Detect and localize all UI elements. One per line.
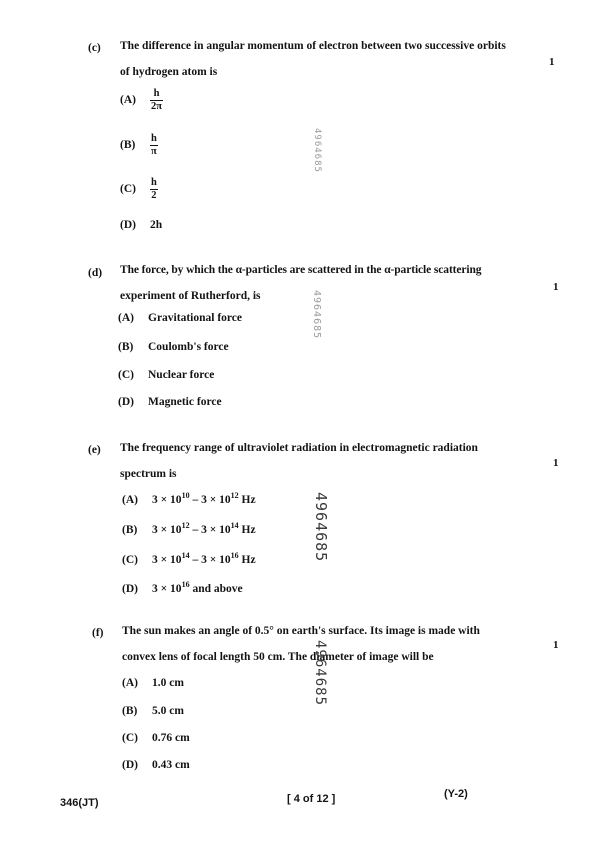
option-text: 0.76 cm bbox=[152, 732, 190, 744]
question-d-option-a bbox=[118, 312, 242, 324]
question-e-option-d: (D) $3 \times 10^{16}$ and above bbox=[122, 580, 243, 595]
question-f-text bbox=[122, 618, 542, 670]
fraction: $\frac{h}{2}$ bbox=[151, 177, 157, 201]
question-e-label: (e) bbox=[88, 444, 101, 456]
option-label: (D) bbox=[122, 582, 138, 595]
question-d-label: (d) bbox=[88, 267, 103, 279]
option-text: Gravitational force bbox=[148, 312, 242, 324]
option-label: (B) bbox=[118, 341, 134, 353]
option-label: (B) bbox=[120, 139, 136, 152]
question-f-line-1: The sun makes an angle of 0.5° on earth's surface. Its image is made with bbox=[122, 625, 480, 637]
fraction: $\frac{h}{\pi}$ bbox=[151, 133, 157, 157]
question-c-option-d bbox=[120, 219, 162, 231]
question-d-line-1: The force, by which the α-particles are scattered in the α-particle scattering bbox=[120, 264, 482, 276]
question-d-marks: 1 bbox=[553, 281, 559, 293]
option-text: 1.0 cm bbox=[152, 677, 184, 689]
question-e-option-c: (C) $3 \times 10^{14} - 3 \times 10^{16}$ Hz bbox=[122, 551, 256, 566]
question-e-text bbox=[120, 435, 540, 487]
question-c-option-c bbox=[120, 177, 158, 202]
question-f-option-c bbox=[122, 732, 190, 744]
question-f-option-a bbox=[122, 677, 184, 689]
option-text: 2h bbox=[150, 219, 163, 231]
option-label: (A) bbox=[120, 94, 136, 107]
option-label: (C) bbox=[118, 369, 134, 381]
paper-code: 346(JT) bbox=[60, 797, 99, 809]
option-label: (C) bbox=[120, 183, 136, 196]
option-text: Magnetic force bbox=[148, 396, 222, 408]
question-e-marks: 1 bbox=[553, 457, 559, 469]
page-number: [ 4 of 12 ] bbox=[287, 793, 336, 805]
question-c-line-2: of hydrogen atom is bbox=[120, 66, 218, 78]
set-code: (Y-2) bbox=[444, 788, 468, 800]
stamp-number-3: 4964685 bbox=[312, 492, 330, 563]
question-d-option-b bbox=[118, 341, 229, 353]
option-label: (C) bbox=[122, 732, 138, 744]
question-c-line-1: The difference in angular momentum of electron between two successive orbits bbox=[120, 40, 506, 52]
question-e-line-2: spectrum is bbox=[120, 468, 177, 480]
option-label: (B) bbox=[122, 523, 138, 536]
question-d-line-2: experiment of Rutherford, is bbox=[120, 290, 261, 302]
option-label: (A) bbox=[122, 677, 138, 689]
question-c-text bbox=[120, 33, 540, 85]
question-f-line-2: convex lens of focal length 50 cm. The diameter of image will be bbox=[122, 651, 434, 663]
option-label: (D) bbox=[122, 759, 138, 771]
question-c-label: (c) bbox=[88, 42, 101, 54]
stamp-number-1: 4964685 bbox=[312, 128, 322, 173]
option-text: Coulomb's force bbox=[148, 341, 229, 353]
question-c-marks: 1 bbox=[549, 56, 555, 68]
option-label: (A) bbox=[122, 493, 138, 506]
question-e-line-1: The frequency range of ultraviolet radiation in electromagnetic radiation bbox=[120, 442, 478, 454]
question-f-marks: 1 bbox=[553, 639, 559, 651]
question-f-label: (f) bbox=[92, 627, 104, 639]
question-f-option-d bbox=[122, 759, 190, 771]
stamp-number-4: 4964685 bbox=[312, 640, 328, 707]
option-text: 5.0 cm bbox=[152, 705, 184, 717]
option-label: (C) bbox=[122, 553, 138, 566]
question-d-option-c bbox=[118, 369, 214, 381]
question-e-option-a: (A) $3 \times 10^{10} - 3 \times 10^{12}$ Hz bbox=[122, 491, 256, 506]
option-text: Nuclear force bbox=[148, 369, 215, 381]
question-e-option-b: (B) $3 \times 10^{12} - 3 \times 10^{14}$ Hz bbox=[122, 521, 256, 536]
question-c-option-b bbox=[120, 133, 158, 158]
question-f-option-b bbox=[122, 705, 184, 717]
question-d-text bbox=[120, 257, 540, 309]
question-d-option-d bbox=[118, 396, 222, 408]
option-label: (A) bbox=[118, 312, 134, 324]
option-text: 0.43 cm bbox=[152, 759, 190, 771]
option-label: (D) bbox=[120, 219, 136, 231]
question-c-option-a bbox=[120, 88, 163, 113]
option-label: (D) bbox=[118, 396, 134, 408]
fraction: $\frac{h}{2\pi}$ bbox=[151, 88, 163, 112]
option-label: (B) bbox=[122, 705, 138, 717]
stamp-number-2: 4964685 bbox=[311, 290, 322, 340]
